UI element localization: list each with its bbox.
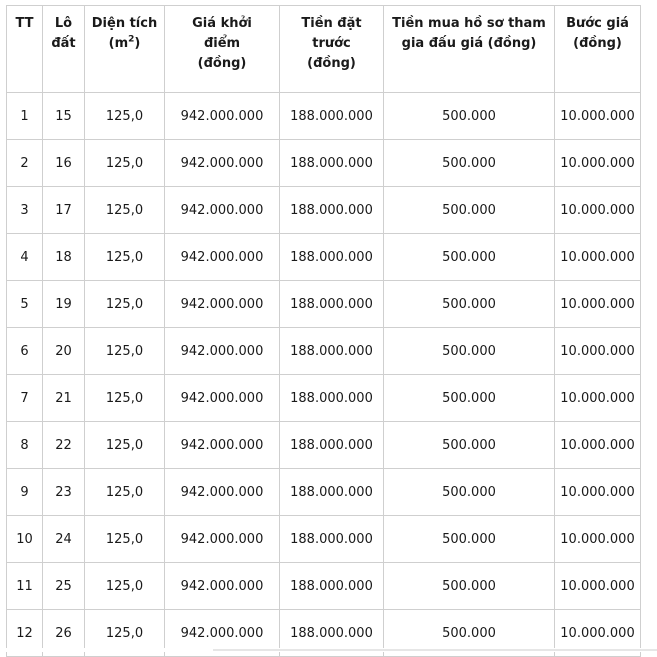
cell-step: 10.000.000: [555, 516, 641, 563]
table-row: [7, 234, 641, 281]
auction-lot-table: [6, 5, 641, 657]
cell-step: 10.000.000: [555, 140, 641, 187]
cell-area: 125,0: [85, 469, 165, 516]
cell-lot: 19: [43, 281, 85, 328]
cell-lot: 17: [43, 187, 85, 234]
cell-dossier: 500.000: [384, 140, 555, 187]
cell-tt: 12: [7, 610, 43, 657]
cell-start-price: 942.000.000: [165, 281, 280, 328]
cell-deposit: 188.000.000: [280, 187, 384, 234]
table-body: [7, 93, 641, 657]
cell-start-price: 942.000.000: [165, 375, 280, 422]
header-lot-line-1: Lô: [54, 16, 73, 31]
header-area: [85, 6, 165, 93]
bottom-divider: [213, 649, 657, 651]
cell-deposit: 188.000.000: [280, 234, 384, 281]
cell-start-price: 942.000.000: [165, 140, 280, 187]
table-row: [7, 140, 641, 187]
cell-deposit: 188.000.000: [280, 328, 384, 375]
cell-area: 125,0: [85, 422, 165, 469]
header-area-unit-sup: 2: [128, 34, 135, 45]
header-row: [7, 6, 641, 93]
table-row: [7, 563, 641, 610]
cell-tt: 1: [7, 93, 43, 140]
header-step-line-1: Bước giá: [566, 16, 629, 31]
header-area-line-1: Diện tích: [91, 16, 158, 31]
header-area-unit-open: (m: [108, 36, 129, 51]
cell-lot: 21: [43, 375, 85, 422]
cell-deposit: 188.000.000: [280, 281, 384, 328]
cell-tt: 7: [7, 375, 43, 422]
cell-dossier: 500.000: [384, 422, 555, 469]
cell-tt: 6: [7, 328, 43, 375]
header-deposit: [280, 6, 384, 93]
cell-area: 125,0: [85, 281, 165, 328]
cell-dossier: 500.000: [384, 469, 555, 516]
cell-deposit: 188.000.000: [280, 93, 384, 140]
table-row: [7, 93, 641, 140]
cell-tt: 8: [7, 422, 43, 469]
cell-dossier: 500.000: [384, 281, 555, 328]
header-dossier-line-2: gia đấu giá (đồng): [401, 36, 537, 51]
cell-dossier: 500.000: [384, 234, 555, 281]
bottom-edge: [0, 648, 657, 652]
cell-step: 10.000.000: [555, 187, 641, 234]
cell-area: 125,0: [85, 610, 165, 657]
cell-lot: 24: [43, 516, 85, 563]
cell-start-price: 942.000.000: [165, 187, 280, 234]
table-row: [7, 469, 641, 516]
cell-dossier: 500.000: [384, 187, 555, 234]
header-lot-line-2: đất: [51, 36, 76, 51]
cell-deposit: 188.000.000: [280, 422, 384, 469]
cell-step: 10.000.000: [555, 375, 641, 422]
cell-lot: 22: [43, 422, 85, 469]
cell-tt: 5: [7, 281, 43, 328]
cell-step: 10.000.000: [555, 328, 641, 375]
header-step-line-2: (đồng): [573, 36, 622, 51]
cell-step: 10.000.000: [555, 234, 641, 281]
cell-lot: 15: [43, 93, 85, 140]
cell-lot: 23: [43, 469, 85, 516]
cell-lot: 18: [43, 234, 85, 281]
header-dossier-line-1: Tiền mua hồ sơ tham: [392, 16, 546, 31]
cell-dossier: 500.000: [384, 516, 555, 563]
cell-lot: 16: [43, 140, 85, 187]
cell-step: 10.000.000: [555, 422, 641, 469]
header-tt-line: TT: [15, 16, 34, 31]
table-row: [7, 281, 641, 328]
cell-start-price: 942.000.000: [165, 93, 280, 140]
cell-deposit: 188.000.000: [280, 563, 384, 610]
cell-dossier: 500.000: [384, 93, 555, 140]
cell-step: 10.000.000: [555, 281, 641, 328]
cell-step: 10.000.000: [555, 93, 641, 140]
cell-tt: 10: [7, 516, 43, 563]
cell-area: 125,0: [85, 328, 165, 375]
cell-area: 125,0: [85, 187, 165, 234]
cell-area: 125,0: [85, 375, 165, 422]
cell-start-price: 942.000.000: [165, 563, 280, 610]
cell-start-price: 942.000.000: [165, 328, 280, 375]
cell-tt: 11: [7, 563, 43, 610]
cell-start-price: 942.000.000: [165, 516, 280, 563]
table-row: [7, 422, 641, 469]
cell-tt: 3: [7, 187, 43, 234]
cell-area: 125,0: [85, 516, 165, 563]
cell-dossier: 500.000: [384, 563, 555, 610]
cell-lot: 25: [43, 563, 85, 610]
cell-dossier: 500.000: [384, 328, 555, 375]
table-row: [7, 516, 641, 563]
header-start-price: [165, 6, 280, 93]
header-deposit-line-1: Tiền đặt: [301, 16, 362, 31]
header-start-price-line-1: Giá khởi: [192, 16, 252, 31]
cell-area: 125,0: [85, 234, 165, 281]
cell-area: 125,0: [85, 140, 165, 187]
cell-start-price: 942.000.000: [165, 234, 280, 281]
cell-step: 10.000.000: [555, 563, 641, 610]
cell-start-price: 942.000.000: [165, 610, 280, 657]
header-area-unit-close: ): [134, 36, 141, 51]
cell-deposit: 188.000.000: [280, 375, 384, 422]
cell-deposit: 188.000.000: [280, 469, 384, 516]
cell-area: 125,0: [85, 563, 165, 610]
table-row: [7, 187, 641, 234]
header-lot: [43, 6, 85, 93]
header-step: [555, 6, 641, 93]
cell-step: 10.000.000: [555, 469, 641, 516]
cell-tt: 9: [7, 469, 43, 516]
header-deposit-line-2: trước: [312, 36, 351, 51]
header-deposit-line-3: (đồng): [307, 56, 356, 71]
cell-deposit: 188.000.000: [280, 610, 384, 657]
cell-dossier: 500.000: [384, 375, 555, 422]
table-row: [7, 375, 641, 422]
header-start-price-line-3: (đồng): [197, 56, 247, 71]
cell-tt: 4: [7, 234, 43, 281]
cell-step: 10.000.000: [555, 610, 641, 657]
table-row: [7, 328, 641, 375]
header-tt: [7, 6, 43, 93]
cell-area: 125,0: [85, 93, 165, 140]
cell-deposit: 188.000.000: [280, 140, 384, 187]
cell-deposit: 188.000.000: [280, 516, 384, 563]
header-start-price-line-2: điểm: [203, 36, 241, 51]
cell-start-price: 942.000.000: [165, 469, 280, 516]
cell-lot: 20: [43, 328, 85, 375]
header-area-unit: [85, 34, 164, 54]
cell-lot: 26: [43, 610, 85, 657]
cell-tt: 2: [7, 140, 43, 187]
cell-start-price: 942.000.000: [165, 422, 280, 469]
cell-dossier: 500.000: [384, 610, 555, 657]
header-dossier: [384, 6, 555, 93]
